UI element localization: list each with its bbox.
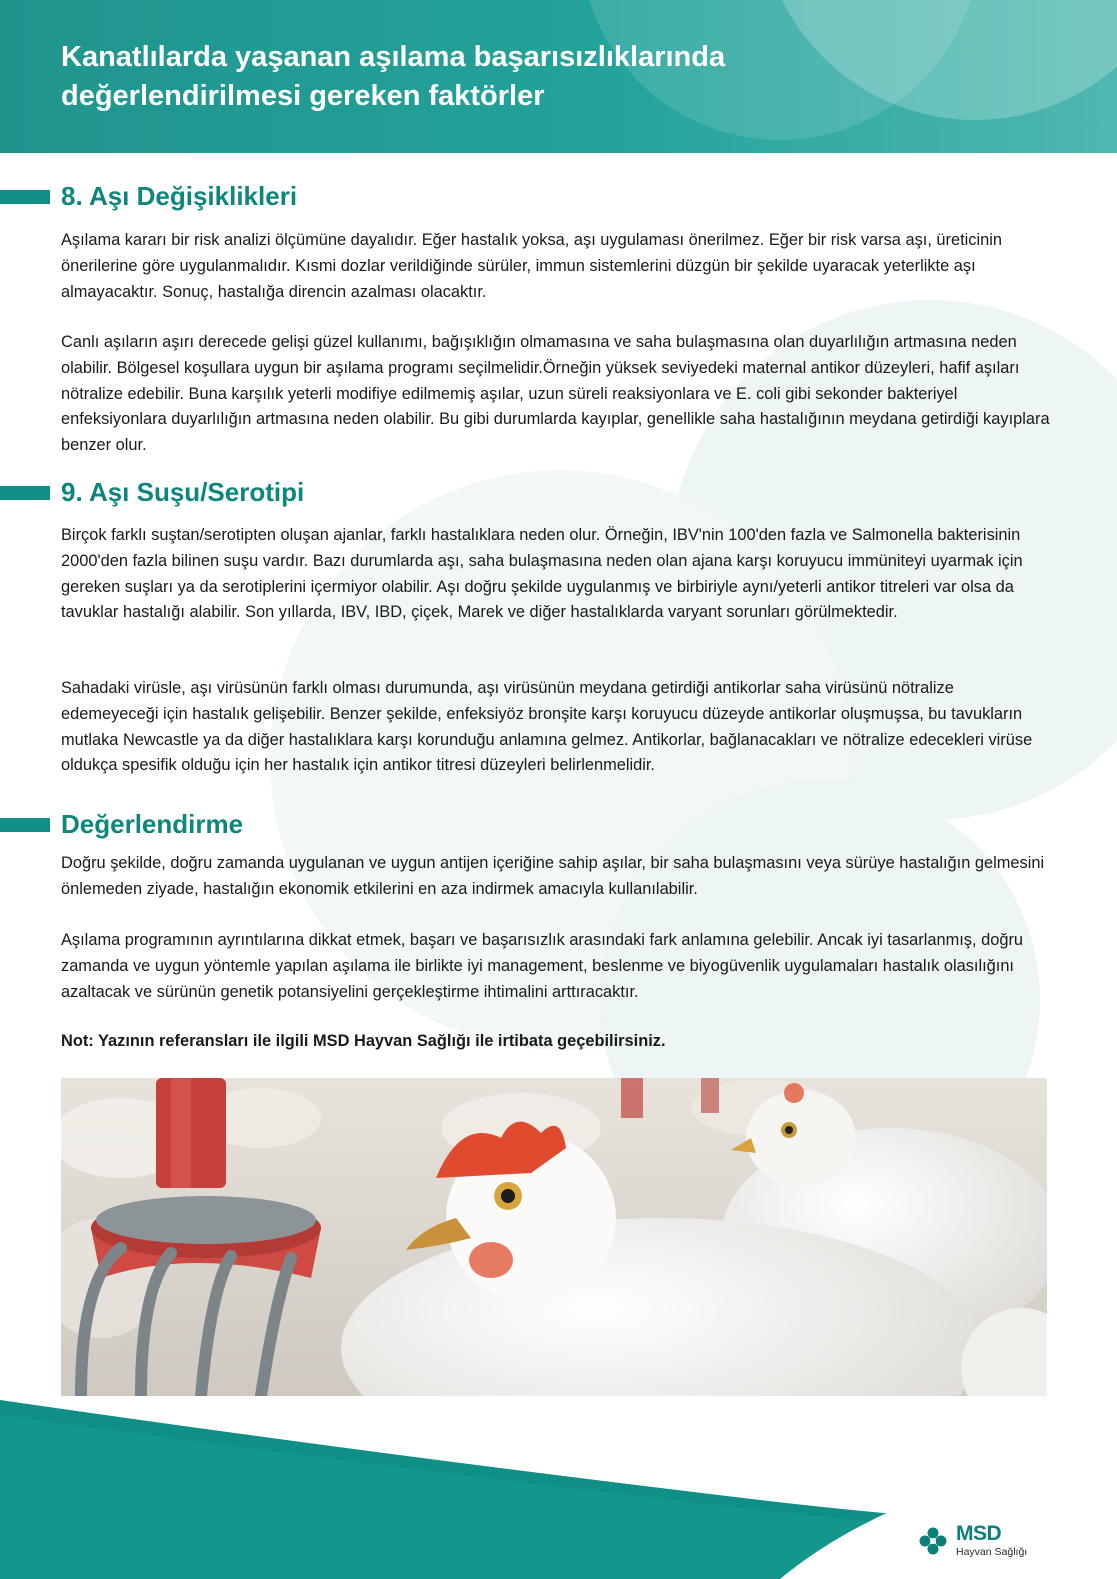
reference-note: Not: Yazının referansları ile ilgili MSD Hayvan Sağlığı ile irtibata geçebilirsiniz. bbox=[61, 1032, 666, 1050]
section-title-asi-susu: 9. Aşı Suşu/Serotipi bbox=[61, 477, 305, 507]
msd-logo-icon bbox=[916, 1524, 950, 1558]
chickens-photo bbox=[61, 1078, 1047, 1396]
section-marker bbox=[0, 818, 50, 832]
chickens-illustration bbox=[61, 1078, 1047, 1396]
section-title-degerlendirme: Değerlendirme bbox=[61, 809, 244, 839]
logo-subtitle: Hayvan Sağlığı bbox=[956, 1546, 1028, 1558]
msd-logo bbox=[916, 1522, 1046, 1568]
paragraph: Aşılama programının ayrıntılarına dikkat etmek, başarı ve başarısızlık arasındaki fark anlamına gelebilir. Ancak iyi tasarlanmış, doğru zamanda ve uygun yöntemle yapılan aşılama ile birlikte iyi management, beslenme ve biyogüvenlik uygulamaları hastalık olasılığını azaltacak ve sürünün genetik potansiyelini gerçekleştirme ihtimalini arttıracaktır. bbox=[61, 931, 1024, 1001]
section-title-asi-degisiklikleri: 8. Aşı Değişiklikleri bbox=[61, 181, 298, 211]
section-marker bbox=[0, 486, 50, 500]
paragraph: Sahadaki virüsle, aşı virüsünün farklı olması durumunda, aşı virüsünün meydana getirdiği antikorlar saha virüsünü nötralize edemeyeceği için hastalık gelişebilir. Benzer şekilde, enfeksiyöz bronşite karşı koruyucu düzeyde antikorlar oluşmuşsa, bu tavukların mutlaka Newcastle ya da diğer hastalıklara karşı korunduğu anlamına gelmez. Antikorlar, bağlanacakları ve nötralize edecekleri virüse oldukça spesifik olduğu için her hastalık için antikor titresi düzeyleri belirlenmelidir. bbox=[61, 679, 1033, 775]
paragraph: Doğru şekilde, doğru zamanda uygulanan ve uygun antijen içeriğine sahip aşılar, bir saha bulaşmasını veya sürüye hastalığın gelmesini önlemeden ziyade, hastalığın ekonomik etkilerini en aza indirmek amacıyla kullanılabilir. bbox=[61, 854, 1045, 898]
paragraph: Birçok farklı suştan/serotipten oluşan ajanlar, farklı hastalıklara neden olur. Örneğin, IBV'nin 100'den fazla ve Salmonella bakterisinin 2000'den fazla bilinen suşu vardır. Bazı durumlarda aşı, saha bulaşmasına neden olan ajana karşı koruyucu immüniteyi uyarmak için gereken suşları ya da serotiplerini içermiyor olabilir. Aşı doğru şekilde uygulanmış ve birbiriyle aynı/yeterli antikor titreleri var olsa da tavuklar hastalığı alabilir. Son yıllarda, IBV, IBD, çiçek, Marek ve diğer hastalıklarda varyant sorunları görülmektedir. bbox=[61, 526, 1023, 622]
page-title: Kanatlılarda yaşanan aşılama başarısızlıklarında değerlendirilmesi gereken faktörler bbox=[61, 41, 726, 112]
section-marker bbox=[0, 190, 50, 204]
paragraph: Canlı aşıların aşırı derecede gelişi güzel kullanımı, bağışıklığın olmamasına ve saha bulaşmasına olan duyarlılığın artmasına neden olabilir. Bölgesel koşullara uygun bir aşılama programı seçilmelidir.Örneğin yüksek seviyedeki maternal antikor düzeyleri, hafif aşıları nötralize edebilir. Buna karşılık yeterli modifiye edilmemiş aşılar, uzun süreli reaksiyonlara ve E. coli gibi sekonder bakteriyel enfeksiyonlara duyarlılığın artmasına neden olabilir. Bu gibi durumlarda kayıplar, genellikle saha hastalığının meydana getirdiği kayıplara benzer olur. bbox=[61, 333, 1050, 455]
paragraph: Aşılama kararı bir risk analizi ölçümüne dayalıdır. Eğer hastalık yoksa, aşı uygulaması önerilmez. Eğer bir risk varsa aşı, üreticinin önerilerine göre uygulanmalıdır. Kısmi dozlar verildiğinde sürüler, immun sistemlerini düzgün bir şekilde uyaracak yeterlikte aşı almayacaktır. Sonuç, hastalığa direncin azalması olacaktır. bbox=[61, 231, 1003, 301]
logo-name: MSD bbox=[956, 1522, 1002, 1545]
